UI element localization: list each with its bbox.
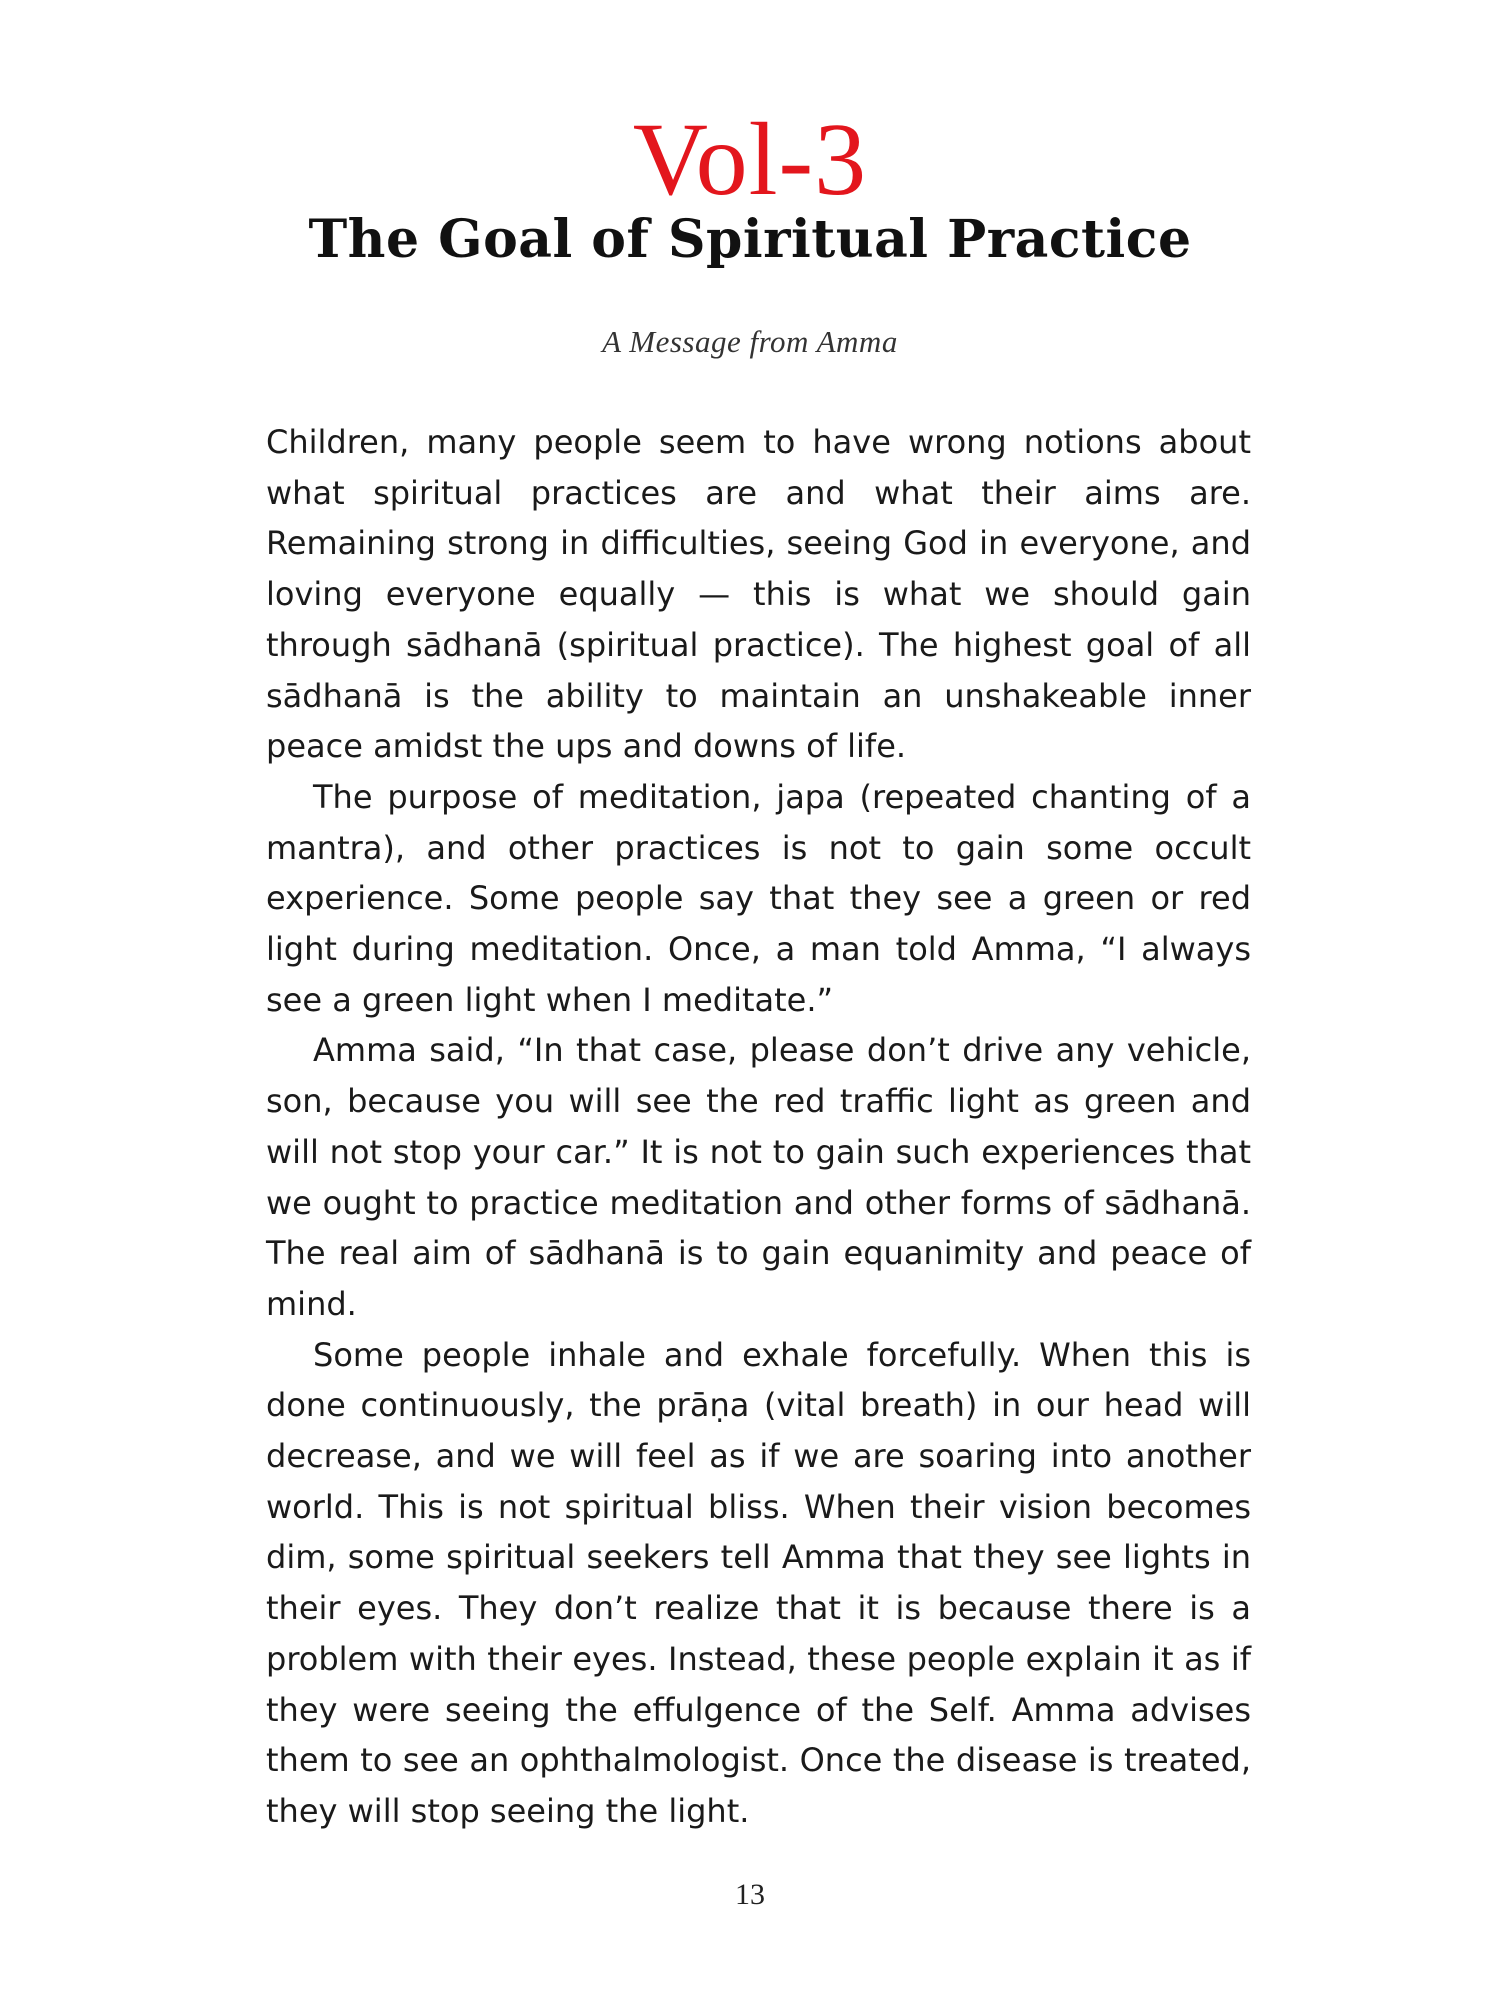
- paragraph: The purpose of meditation, japa (repeated chanting of a mantra), and other practices is not to gain some occult experience. Some people say that they see a green or red light during meditation. Once, a man told Amma, “I always see a green light when I meditate.”: [266, 777, 1251, 1019]
- volume-heading: Vol-3: [632, 102, 868, 217]
- chapter-title: The Goal of Spiritual Practice: [308, 209, 1192, 270]
- paragraph: Amma said, “In that case, please don’t drive any vehicle, son, because you will see the red traffic light as green and will not stop your car.” It is not to gain such experiences that we ought to practice meditation and other forms of sādhanā. The real aim of sādhanā is to gain equanimity and peace of mind.: [266, 1031, 1251, 1323]
- paragraph: Children, many people seem to have wrong notions about what spiritual practices are and what their aims are. Remaining strong in difficulties, seeing God in everyone, and loving everyone equally — this is what we should gain through sādhanā (spiritual practice). The highest goal of all sādhanā is the ability to maintain an unshakeable inner peace amidst the ups and downs of life.: [266, 423, 1251, 766]
- chapter-subtitle: A Message from Amma: [602, 324, 898, 359]
- page-number: 13: [735, 1878, 765, 1911]
- paragraph: Some people inhale and exhale forcefully. When this is done continuously, the prāṇa (vital breath) in our head will decrease, and we will feel as if we are soaring into another world. This is not spiritual bliss. When their vision becomes dim, some spiritual seekers tell Amma that they see lights in their eyes. They don’t realize that it is because there is a problem with their eyes. Instead, these people explain it as if they were seeing the effulgence of the Self. Amma advises them to see an ophthalmologist. Once the disease is treated, they will stop seeing the light.: [266, 1335, 1251, 1830]
- body-text: [266, 417, 1251, 1837]
